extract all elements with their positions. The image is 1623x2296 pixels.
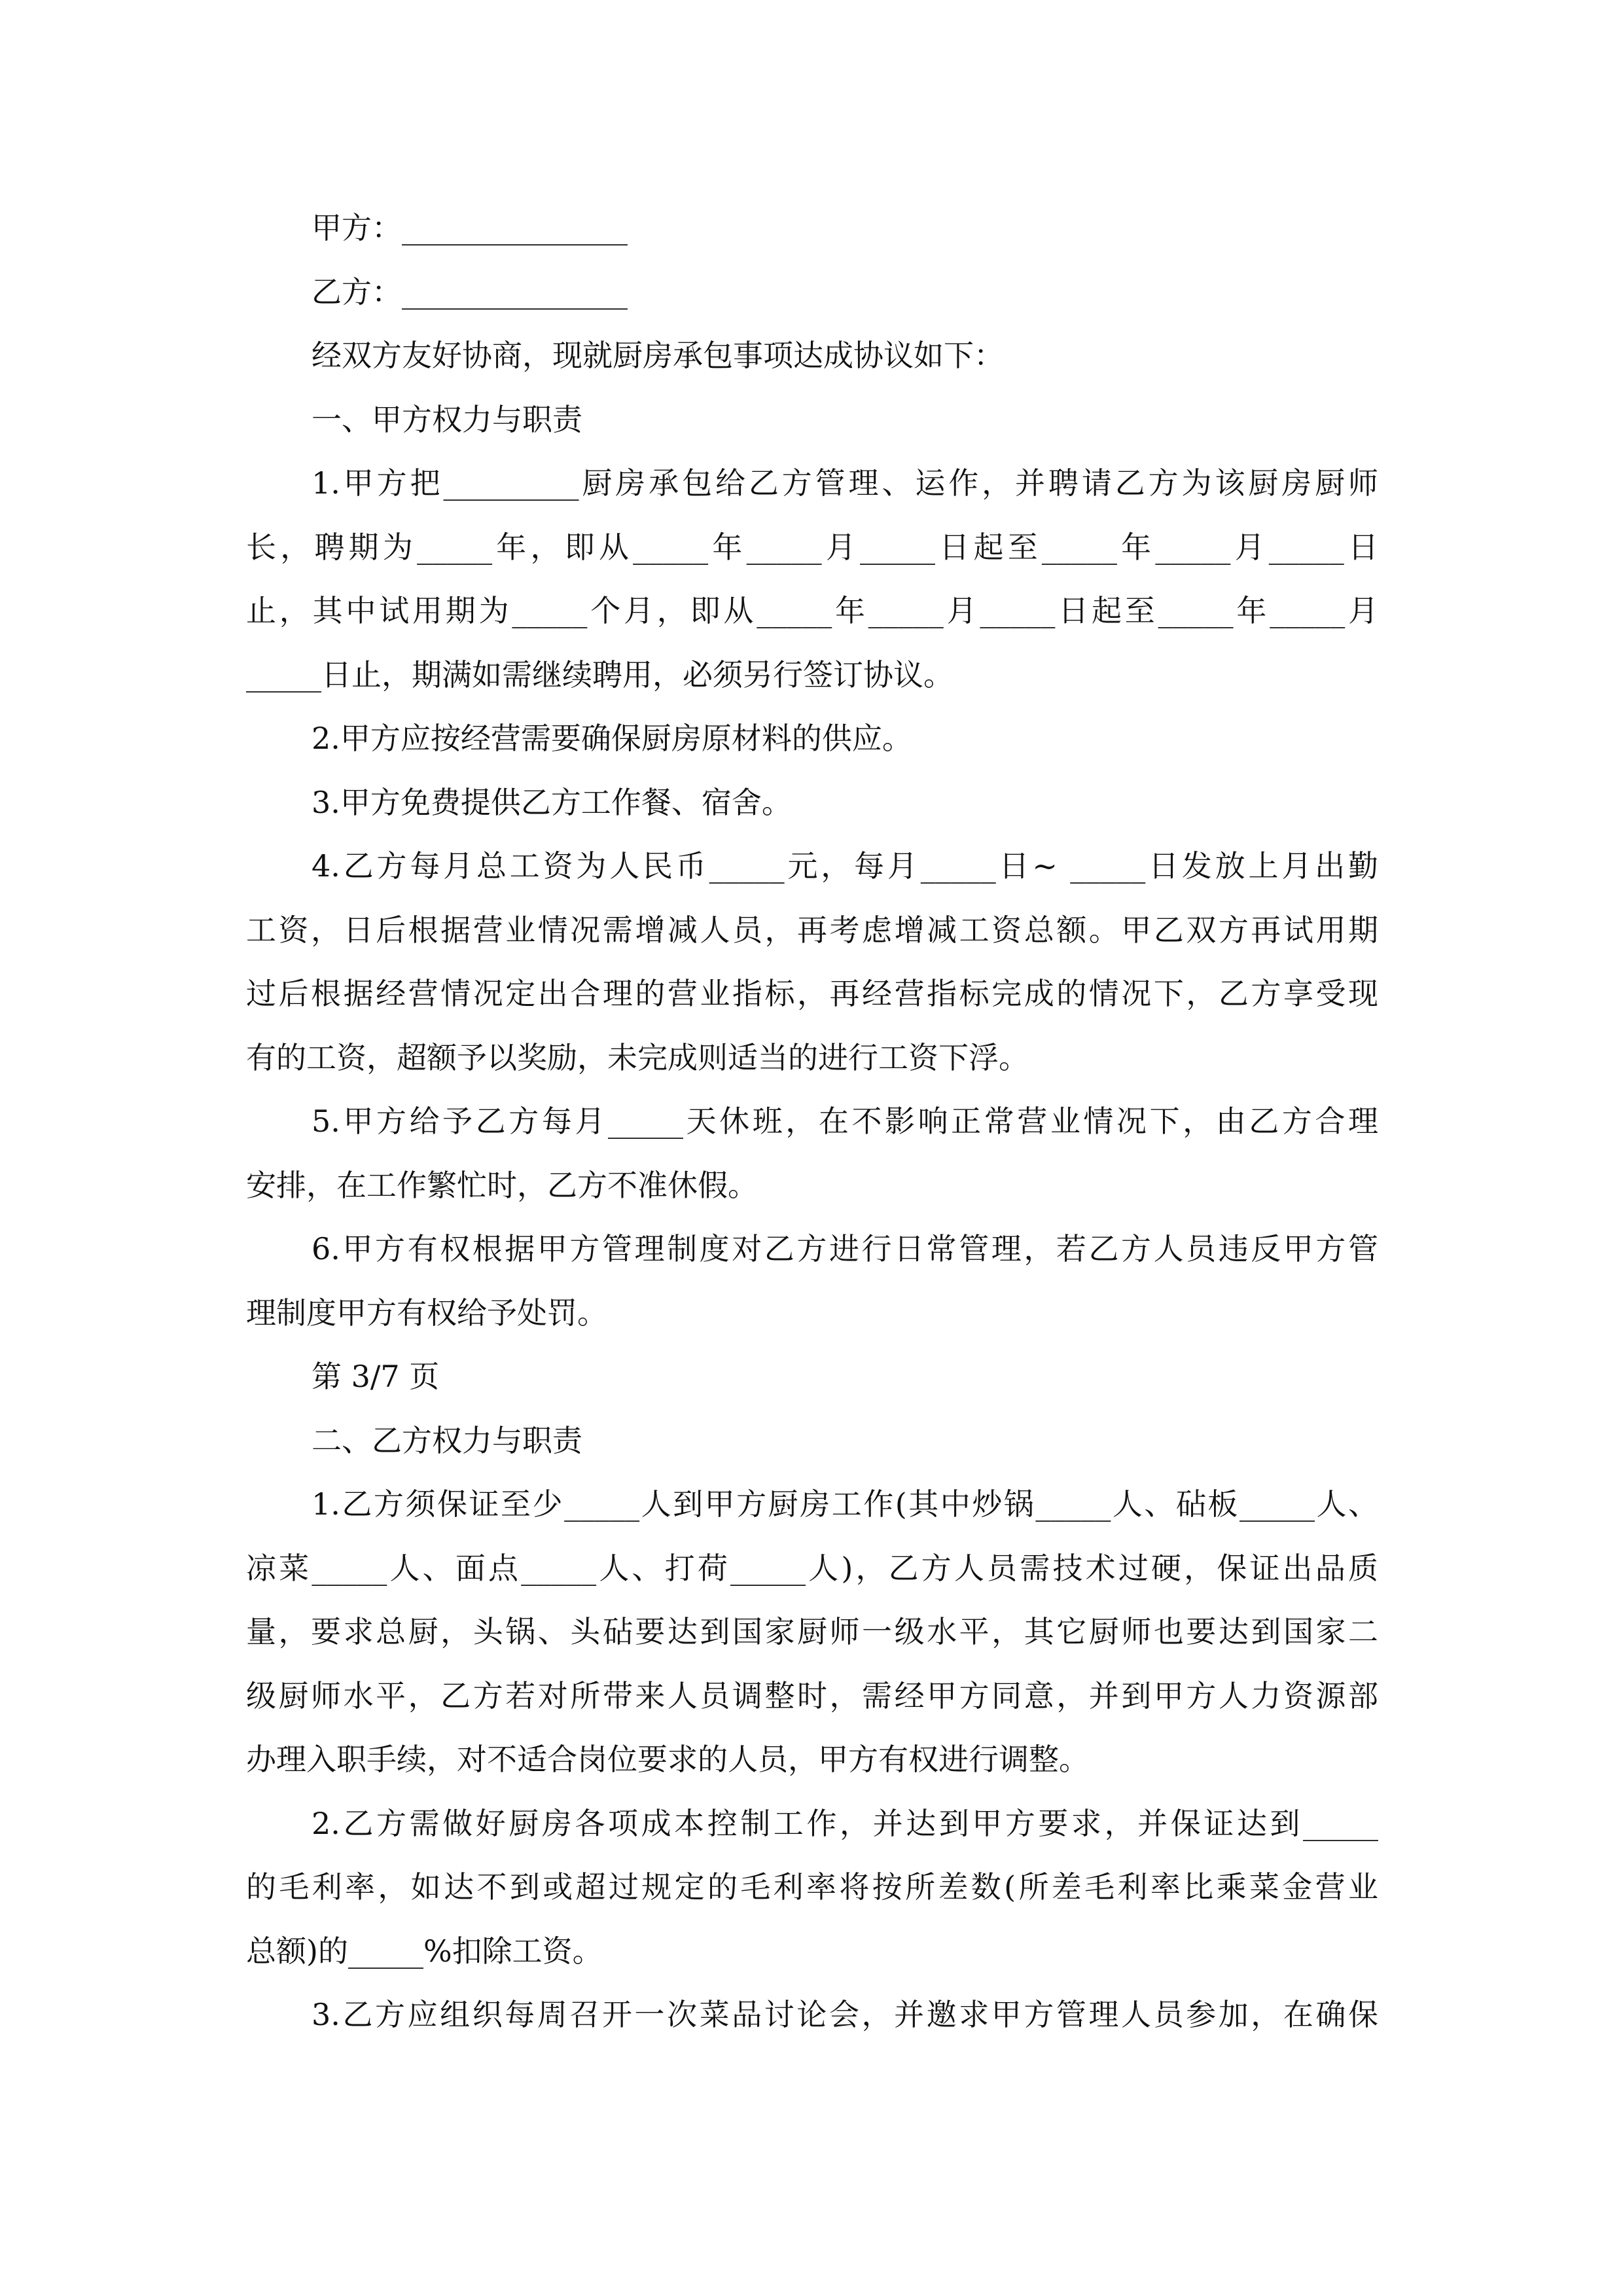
clause-1-4-line: 工资，日后根据营业情况需增减人员，再考虑增减工资总额。甲乙双方再试用期 bbox=[246, 912, 1378, 948]
clause-1-5-line: 5.甲方给予乙方每月_____天休班，在不影响正常营业情况下，由乙方合理 bbox=[312, 1103, 1378, 1139]
clause-2-2-line: 总额)的_____%扣除工资。 bbox=[246, 1933, 603, 1969]
contract-page bbox=[246, 196, 1378, 2047]
clause-1-1-line: 止，其中试用期为_____个月，即从_____年_____月_____日起至_____年_____月 bbox=[246, 593, 1378, 628]
party-a-line: 甲方：_______________ bbox=[312, 210, 628, 245]
clause-1-4-line: 过后根据经营情况定出合理的营业指标，再经营指标完成的情况下，乙方享受现 bbox=[246, 976, 1378, 1011]
clause-2-1-line: 1.乙方须保证至少_____人到甲方厨房工作(其中炒锅_____人、砧板_____人、 bbox=[312, 1486, 1378, 1522]
clause-1-5-line: 安排，在工作繁忙时，乙方不准休假。 bbox=[246, 1167, 758, 1203]
clause-1-3-line: 3.甲方免费提供乙方工作餐、宿舍。 bbox=[312, 784, 792, 820]
clause-2-1-line: 量，要求总厨，头锅、头砧要达到国家厨师一级水平，其它厨师也要达到国家二 bbox=[246, 1614, 1378, 1649]
clause-2-3-line: 3.乙方应组织每周召开一次菜品讨论会，并邀求甲方管理人员参加，在确保 bbox=[312, 1997, 1378, 2032]
party-b-line: 乙方：_______________ bbox=[312, 274, 628, 310]
section-2-heading: 二、乙方权力与职责 bbox=[312, 1422, 582, 1458]
clause-1-1-line: 长，聘期为_____年，即从_____年_____月_____日起至_____年_____月_____日 bbox=[246, 529, 1378, 565]
clause-2-1-line: 凉菜_____人、面点_____人、打荷_____人)，乙方人员需技术过硬，保证出品质 bbox=[246, 1550, 1378, 1586]
clause-1-4-line: 有的工资，超额予以奖励，未完成则适当的进行工资下浮。 bbox=[246, 1039, 1029, 1075]
intro-line: 经双方友好协商，现就厨房承包事项达成协议如下： bbox=[312, 338, 1004, 373]
clause-1-6-line: 理制度甲方有权给予处罚。 bbox=[246, 1295, 607, 1331]
clause-1-6-line: 6.甲方有权根据甲方管理制度对乙方进行日常管理，若乙方人员违反甲方管 bbox=[312, 1231, 1378, 1266]
clause-2-2-line: 2.乙方需做好厨房各项成本控制工作，并达到甲方要求，并保证达到_____ bbox=[312, 1805, 1378, 1841]
clause-1-1-line: _____日止，期满如需继续聘用，必须另行签订协议。 bbox=[246, 656, 954, 692]
page-number: 第 3/7 页 bbox=[312, 1359, 440, 1394]
clause-1-4-line: 4.乙方每月总工资为人民币_____元，每月_____日~ _____日发放上月出勤 bbox=[312, 848, 1378, 884]
clause-2-1-line: 级厨师水平，乙方若对所带来人员调整时，需经甲方同意，并到甲方人力资源部 bbox=[246, 1677, 1378, 1713]
clause-2-2-line: 的毛利率，如达不到或超过规定的毛利率将按所差数(所差毛利率比乘菜金营业 bbox=[246, 1869, 1378, 1905]
clause-1-1-line: 1.甲方把_________厨房承包给乙方管理、运作，并聘请乙方为该厨房厨师 bbox=[312, 465, 1378, 501]
clause-1-2-line: 2.甲方应按经营需要确保厨房原材料的供应。 bbox=[312, 721, 912, 756]
section-1-heading: 一、甲方权力与职责 bbox=[312, 401, 582, 437]
clause-2-1-line: 办理入职手续，对不适合岗位要求的人员，甲方有权进行调整。 bbox=[246, 1742, 1089, 1777]
